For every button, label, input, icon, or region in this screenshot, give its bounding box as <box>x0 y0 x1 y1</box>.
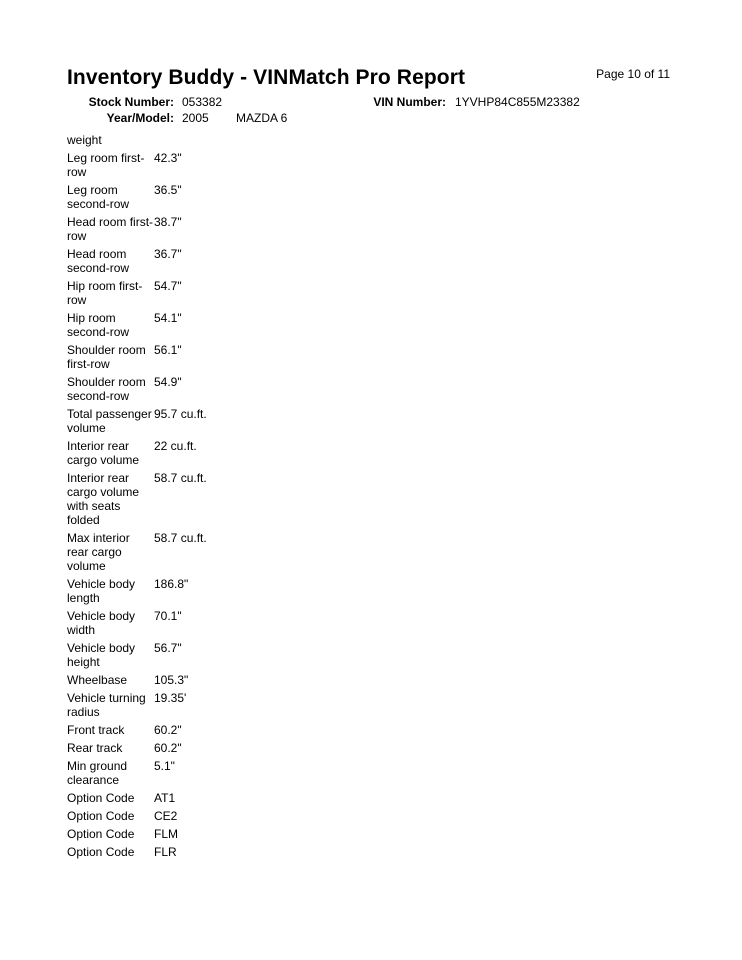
spec-row <box>67 723 317 737</box>
spec-value: 186.8" <box>154 577 189 591</box>
spec-value: 95.7 cu.ft. <box>154 407 207 421</box>
spec-table <box>67 133 317 863</box>
spec-value: 58.7 cu.ft. <box>154 531 207 545</box>
stock-number-label: Stock Number: <box>88 95 174 109</box>
stock-number-value: 053382 <box>182 95 223 109</box>
spec-value: 42.3" <box>154 151 182 165</box>
spec-label: Max interior rear cargo volume <box>67 531 130 573</box>
spec-row <box>67 215 317 243</box>
spec-value: CE2 <box>154 809 178 823</box>
spec-label: Vehicle body length <box>67 577 136 605</box>
spec-label: Total passenger volume <box>67 407 152 435</box>
spec-row <box>67 759 317 787</box>
vin-number-label: VIN Number: <box>373 95 446 109</box>
spec-label: Leg room second-row <box>67 183 130 211</box>
spec-value: 36.7" <box>154 247 182 261</box>
spec-value: 5.1" <box>154 759 175 773</box>
spec-value: 105.3" <box>154 673 189 687</box>
spec-row <box>67 531 317 573</box>
spec-row <box>67 407 317 435</box>
spec-row <box>67 343 317 371</box>
spec-value: FLR <box>154 845 177 859</box>
spec-label: Vehicle turning radius <box>67 691 146 719</box>
spec-row <box>67 151 317 179</box>
spec-label: Shoulder room second-row <box>67 375 146 403</box>
spec-value: 54.7" <box>154 279 182 293</box>
spec-row <box>67 471 317 527</box>
spec-value: 22 cu.ft. <box>154 439 197 453</box>
spec-value: 58.7 cu.ft. <box>154 471 207 485</box>
spec-value: 38.7" <box>154 215 182 229</box>
model-value: MAZDA 6 <box>236 111 288 125</box>
spec-row <box>67 577 317 605</box>
spec-row <box>67 809 317 823</box>
spec-value: 19.35' <box>154 691 187 705</box>
spec-label: Option Code <box>67 809 135 823</box>
spec-row <box>67 741 317 755</box>
spec-row <box>67 375 317 403</box>
spec-label: Wheelbase <box>67 673 128 687</box>
spec-row <box>67 609 317 637</box>
spec-label: Shoulder room first-row <box>67 343 146 371</box>
spec-value: 36.5" <box>154 183 182 197</box>
year-value: 2005 <box>182 111 209 125</box>
spec-label: Hip room first-row <box>67 279 143 307</box>
spec-label: Rear track <box>67 741 123 755</box>
spec-label: Front track <box>67 723 125 737</box>
spec-label: Hip room second-row <box>67 311 130 339</box>
page-number: Page 10 of 11 <box>596 67 670 81</box>
spec-value: FLM <box>154 827 178 841</box>
spec-label: Head room second-row <box>67 247 130 275</box>
spec-label: Interior rear cargo volume <box>67 439 140 467</box>
spec-row <box>67 133 317 147</box>
spec-label: Min ground clearance <box>67 759 128 787</box>
spec-label: Option Code <box>67 827 135 841</box>
spec-value: 70.1" <box>154 609 182 623</box>
year-model-label: Year/Model: <box>106 111 174 125</box>
spec-row <box>67 439 317 467</box>
spec-row <box>67 673 317 687</box>
report-title: Inventory Buddy - VINMatch Pro Report <box>67 66 466 89</box>
spec-value: 60.2" <box>154 741 182 755</box>
spec-label: Vehicle body width <box>67 609 136 637</box>
spec-label: Head room first-row <box>67 215 154 243</box>
spec-label: Leg room first-row <box>67 151 145 179</box>
spec-row <box>67 845 317 859</box>
spec-row <box>67 311 317 339</box>
spec-value: 54.1" <box>154 311 182 325</box>
spec-label: Option Code <box>67 845 135 859</box>
spec-value: 56.1" <box>154 343 182 357</box>
spec-value: 56.7" <box>154 641 182 655</box>
spec-label: Interior rear cargo volume with seats folded <box>67 471 140 527</box>
spec-row <box>67 791 317 805</box>
spec-row <box>67 691 317 719</box>
spec-value: 60.2" <box>154 723 182 737</box>
spec-row <box>67 279 317 307</box>
spec-row <box>67 183 317 211</box>
spec-label: Vehicle body height <box>67 641 136 669</box>
spec-label: Option Code <box>67 791 135 805</box>
spec-row <box>67 827 317 841</box>
spec-row <box>67 247 317 275</box>
spec-label: weight <box>67 133 102 147</box>
spec-value: 54.9" <box>154 375 182 389</box>
spec-row <box>67 641 317 669</box>
spec-value: AT1 <box>154 791 176 805</box>
vin-number-value: 1YVHP84C855M23382 <box>455 95 580 109</box>
